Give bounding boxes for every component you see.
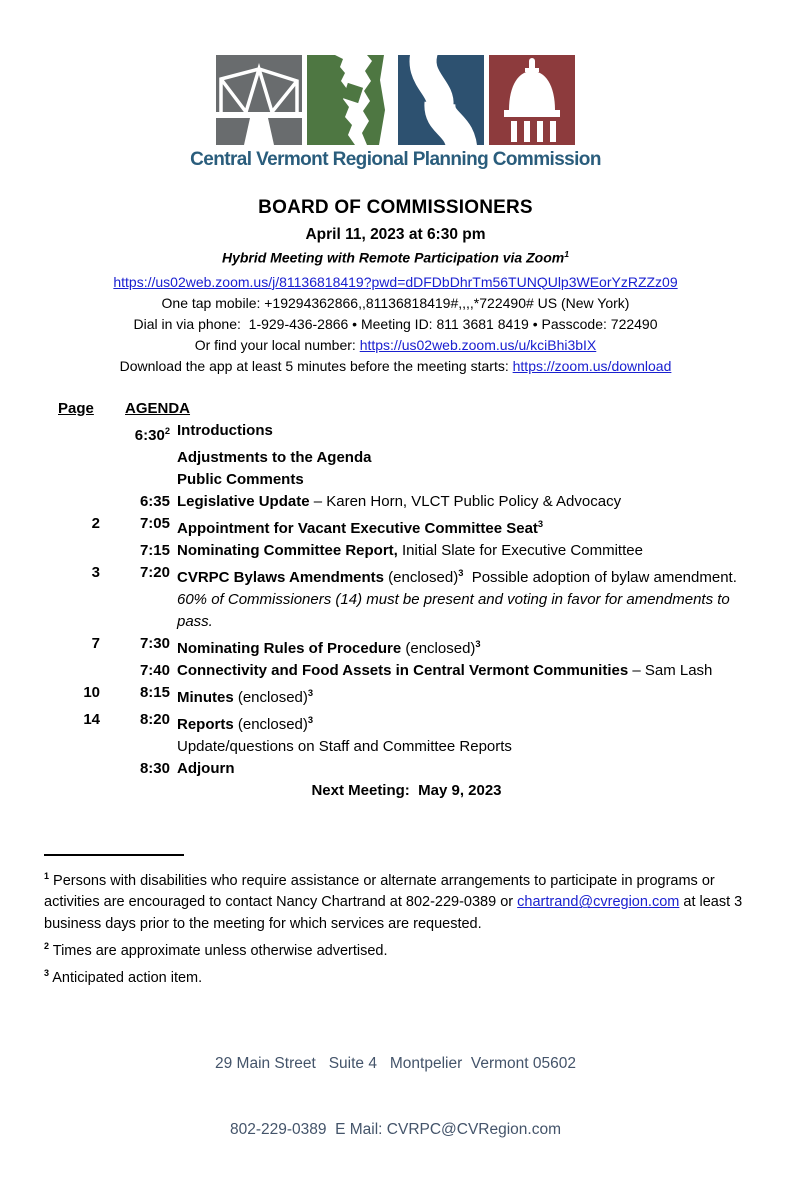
text-segment: Minutes: [177, 688, 234, 706]
agenda-item-description: [170, 540, 755, 562]
agenda-time: [100, 513, 170, 540]
time-text: 7:15: [139, 541, 170, 559]
footer-address: 29 Main Street Suite 4 Montpelier Vermont 05602: [214, 1055, 576, 1073]
footnote-ref-3: 3: [307, 687, 314, 698]
agenda-row: [58, 709, 755, 736]
river-icon: [398, 55, 484, 145]
time-text: 7:05: [139, 514, 170, 532]
agenda-section: [58, 398, 755, 802]
agenda-page-number: [58, 469, 100, 491]
agenda-item-description: [170, 491, 755, 513]
agenda-header: [58, 398, 755, 420]
text-segment: (enclosed): [401, 639, 476, 657]
text-segment: Times are approximate unless otherwise advertised.: [49, 943, 388, 960]
agenda-page-number: 2: [91, 514, 100, 532]
agenda-title: AGENDA: [125, 399, 191, 417]
agenda-time: [100, 633, 170, 660]
page-column-header: Page: [58, 399, 94, 417]
agenda-item-description: [170, 447, 755, 469]
text-segment: Persons with disabilities who require assistance or alternate arrangements to participate in programs or activities are encouraged to contact Nancy Chartrand at 802-229-0389 or: [44, 872, 719, 911]
text-segment: (enclosed): [384, 568, 459, 586]
zoom-download-link[interactable]: https://zoom.us/download: [512, 357, 672, 374]
agenda-time: [100, 469, 170, 491]
text-segment: Legislative Update: [177, 492, 310, 510]
footnote-2: [44, 935, 746, 962]
agenda-row: [58, 633, 755, 660]
agenda-row: [58, 660, 755, 682]
agenda-page-number: [58, 491, 100, 513]
agenda-time: [100, 420, 170, 447]
agenda-time: [100, 736, 170, 758]
agenda-page-number: [58, 736, 100, 758]
zoom-meeting-link[interactable]: https://us02web.zoom.us/j/81136818419?pwd=dDFDbDhrTm56TUNQUlp3WEorYzRZZz09: [113, 273, 678, 290]
logo-tiles: [0, 55, 791, 145]
page-title: BOARD OF COMMISSIONERS: [258, 197, 533, 218]
text-segment: Connectivity and Food Assets in Central Vermont Communities: [177, 661, 629, 679]
dial-in-line: Dial in via phone: 1-929-436-2866 • Meeting ID: 811 3681 8419 • Passcode: 722490: [133, 315, 658, 332]
agenda-page-number: 3: [91, 563, 100, 581]
footnote-ref-3: 3: [537, 518, 544, 529]
text-segment: (enclosed): [233, 715, 308, 733]
time-text: 8:20: [139, 710, 170, 728]
footnote-ref-2: 2: [164, 425, 170, 436]
agenda-time: [100, 682, 170, 709]
agenda-page-number: [58, 420, 100, 447]
text-segment: Update/questions on Staff and Committee Reports: [177, 737, 512, 755]
agenda-page-number: [58, 660, 100, 682]
agenda-page-number: 10: [83, 683, 100, 701]
time-text: 8:15: [139, 683, 170, 701]
agenda-item-description: [170, 633, 755, 660]
agenda-page-number: [58, 540, 100, 562]
agenda-row: [58, 736, 755, 758]
meeting-type-text: Hybrid Meeting with Remote Participation via Zoom: [221, 249, 565, 266]
document-footer: [0, 1009, 791, 1185]
agenda-time: [100, 447, 170, 469]
inline-email-link[interactable]: chartrand@cvregion.com: [517, 894, 680, 911]
agenda-page-number: 7: [91, 634, 100, 652]
agenda-page-number: 14: [83, 710, 100, 728]
time-text: 7:40: [139, 661, 170, 679]
text-segment: CVRPC Bylaws Amendments: [177, 568, 384, 586]
org-name: Central Vermont Regional Planning Commission: [190, 149, 601, 170]
download-line: [0, 356, 791, 377]
agenda-item-description: [170, 469, 755, 491]
footnote-ref-3: 3: [458, 567, 464, 578]
one-tap-line: One tap mobile: +19294362866,,81136818419#,,,,*722490# US (New York): [161, 294, 630, 311]
footnote-marker-2: 2: [44, 941, 49, 952]
text-segment: at least 3 business days prior to the meeting for which services are requested.: [44, 894, 747, 933]
meeting-datetime: April 11, 2023 at 6:30 pm: [305, 226, 486, 243]
meeting-type-line: [0, 249, 791, 266]
bridge-icon: [216, 55, 302, 145]
vermont-state-icon: [307, 55, 393, 145]
text-segment: – Sam Lash: [628, 661, 713, 679]
agenda-item-description: [170, 736, 755, 758]
text-segment: Public Comments: [177, 470, 304, 488]
agenda-row: [58, 562, 755, 633]
agenda-row: [58, 469, 755, 491]
agenda-item-description: [170, 660, 755, 682]
local-number-link[interactable]: https://us02web.zoom.us/u/kciBhi3bIX: [359, 336, 597, 353]
meeting-header: [0, 197, 791, 377]
agenda-time: [100, 758, 170, 780]
footnote-ref-1: 1: [564, 249, 570, 259]
agenda-time: [100, 562, 170, 633]
text-segment: (enclosed): [233, 688, 308, 706]
agenda-row: [58, 513, 755, 540]
agenda-time: [100, 540, 170, 562]
text-segment: Nominating Committee Report,: [177, 541, 398, 559]
text-segment: 60% of Commissioners (14) must be present and voting in favor for amendments to pass.: [177, 590, 734, 630]
agenda-row: [58, 682, 755, 709]
text-segment: Nominating Rules of Procedure: [177, 639, 402, 657]
agenda-time: [100, 709, 170, 736]
agenda-item-description: [170, 709, 755, 736]
agenda-item-description: [170, 682, 755, 709]
text-segment: Reports: [177, 715, 234, 733]
agenda-row: [58, 491, 755, 513]
agenda-items: [58, 420, 755, 780]
agenda-row: [58, 420, 755, 447]
zoom-link-line: [0, 272, 791, 293]
agenda-row: [58, 540, 755, 562]
time-text: 7:20: [139, 563, 170, 581]
text-segment: Initial Slate for Executive Committee: [397, 541, 643, 559]
next-meeting: Next Meeting: May 9, 2023: [311, 781, 502, 799]
text-segment: Adjustments to the Agenda: [177, 448, 372, 466]
agenda-time: [100, 660, 170, 682]
agenda-page-number: [58, 447, 100, 469]
time-text: 6:30: [134, 426, 165, 444]
footer-contact: 802-229-0389 E Mail: CVRPC@CVRegion.com: [229, 1121, 562, 1139]
agenda-page-number: [58, 758, 100, 780]
text-segment: Adjourn: [177, 759, 235, 777]
footnote-list: [44, 865, 746, 989]
local-number-line: [0, 335, 791, 356]
agenda-item-description: [170, 513, 755, 540]
footnote-marker-3: 3: [44, 968, 49, 979]
footnote-1: [44, 865, 746, 936]
footnote-ref-3: 3: [475, 638, 481, 649]
footnote-3: [44, 962, 746, 989]
time-text: 8:30: [139, 759, 170, 777]
org-logo: [0, 55, 791, 171]
text-segment: Introductions: [177, 421, 273, 439]
text-segment: Anticipated action item.: [49, 970, 203, 987]
agenda-item-description: [170, 420, 755, 447]
agenda-item-description: [170, 562, 755, 633]
download-prefix: Download the app at least 5 minutes before the meeting starts:: [119, 357, 513, 374]
footnote-separator: [44, 854, 184, 856]
agenda-row: [58, 447, 755, 469]
agenda-time: [100, 491, 170, 513]
agenda-row: [58, 758, 755, 780]
agenda-item-description: [170, 758, 755, 780]
time-text: 7:30: [139, 634, 170, 652]
text-segment: Possible adoption of bylaw amendment.: [463, 568, 746, 586]
footnote-marker-1: 1: [44, 870, 49, 881]
footnote-ref-3: 3: [307, 714, 314, 725]
text-segment: Appointment for Vacant Executive Committee Seat: [177, 519, 538, 537]
footnotes-section: [44, 854, 746, 989]
text-segment: – Karen Horn, VLCT Public Policy & Advocacy: [309, 492, 622, 510]
time-text: 6:35: [139, 492, 170, 510]
capitol-dome-icon: [489, 55, 575, 145]
local-number-prefix: Or find your local number:: [194, 336, 360, 353]
